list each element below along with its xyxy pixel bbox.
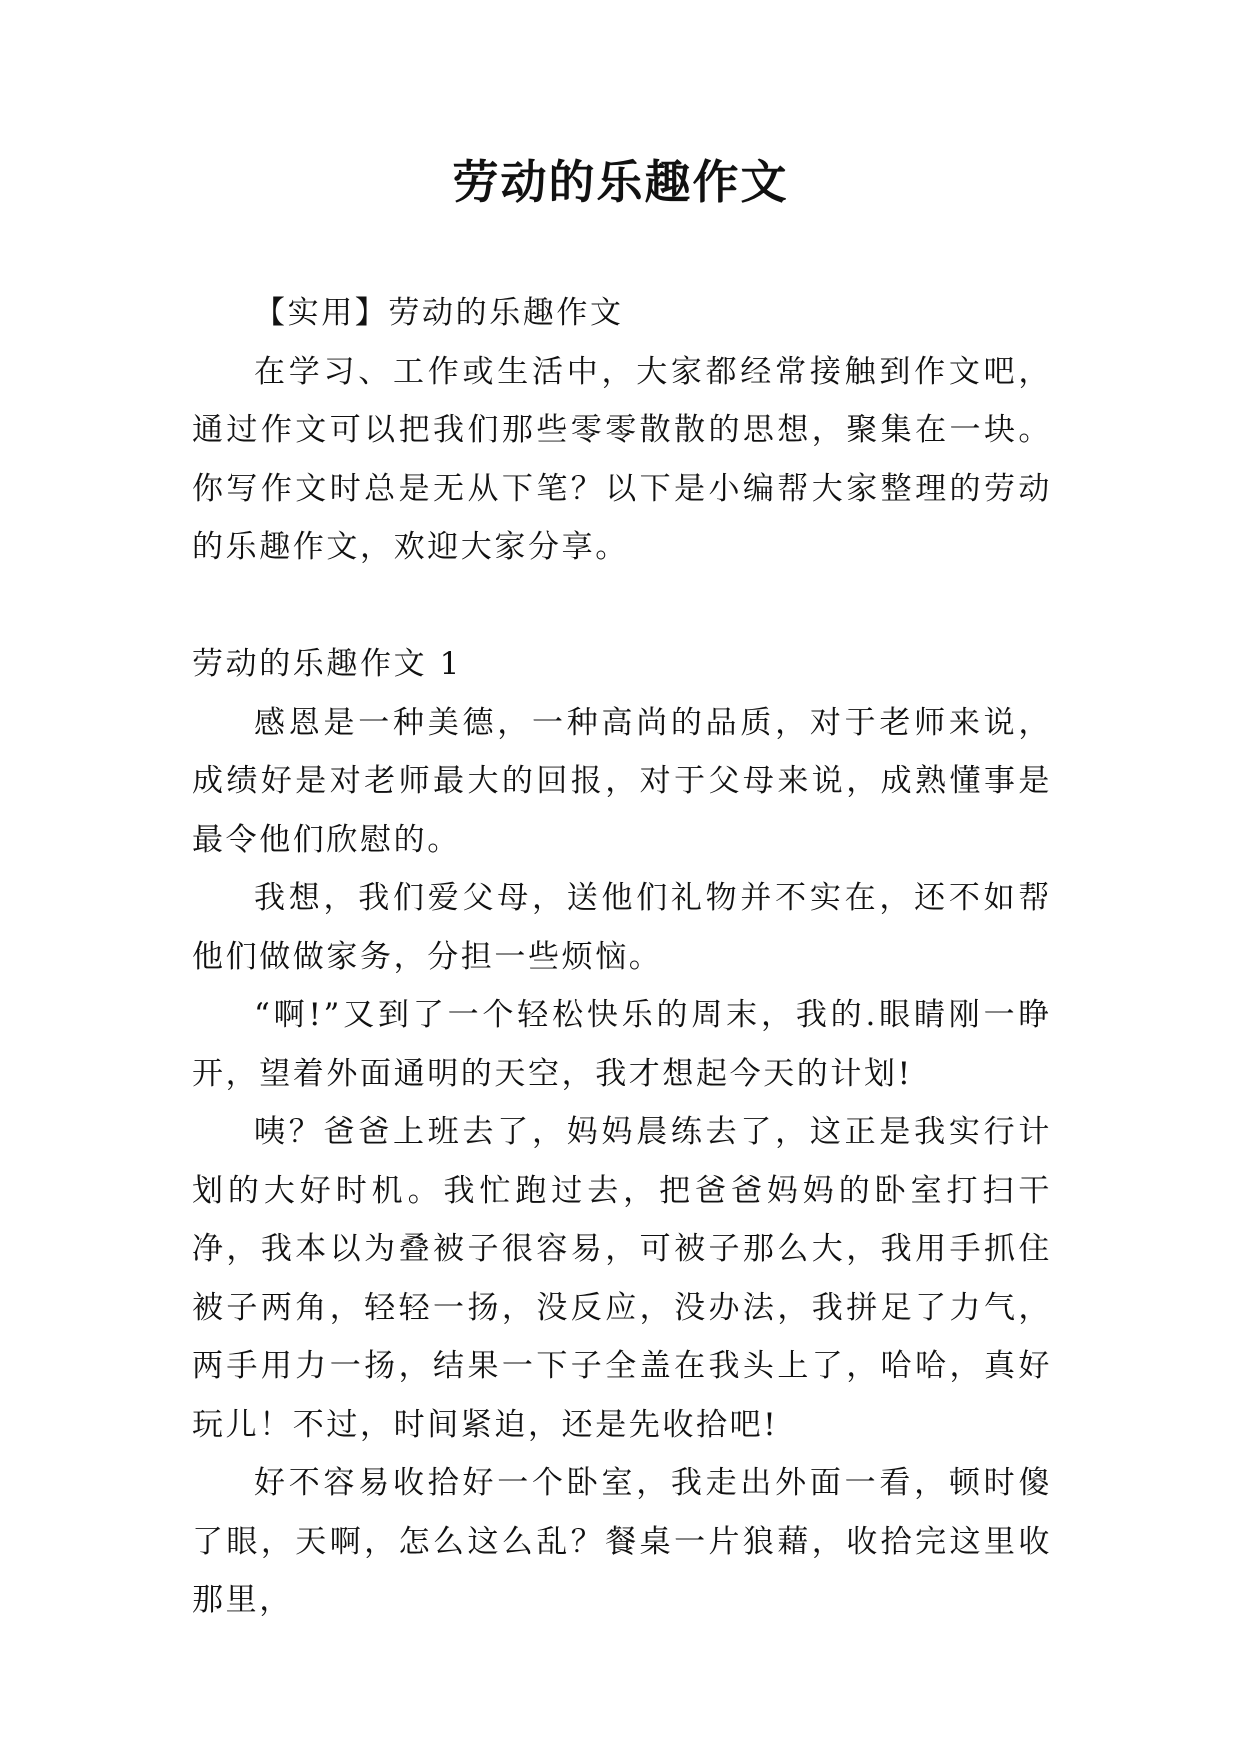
body-paragraph-1: 感恩是一种美德，一种高尚的品质，对于老师来说，成绩好是对老师最大的回报，对于父母来说，成熟懂事是最令他们欣慰的。 — [192, 704, 1052, 858]
body-paragraph-2: 我想，我们爱父母，送他们礼物并不实在，还不如帮他们做做家务，分担一些烦恼。 — [192, 880, 1052, 975]
intro-tag-line: 【实用】劳动的乐趣作文 — [254, 295, 624, 331]
body-paragraph-4: 咦？爸爸上班去了，妈妈晨练去了，这正是我实行计划的大好时机。我忙跑过去，把爸爸妈妈的卧室打扫干净，我本以为叠被子很容易，可被子那么大，我用手抓住被子两角，轻轻一扬，没反应，没办法，我拼足了力气，两手用力一扬，结果一下子全盖在我头上了，哈哈，真好玩儿！不过，时间紧迫，还是先收拾吧! — [192, 1114, 1052, 1443]
section-spacer — [192, 577, 1052, 636]
body-paragraph-3: “啊!”又到了一个轻松快乐的周末，我的.眼睛刚一睁开，望着外面通明的天空，我才想起今天的计划! — [192, 997, 1052, 1092]
intro-paragraph: 在学习、工作或生活中，大家都经常接触到作文吧，通过作文可以把我们那些零零散散的思想，聚集在一块。你写作文时总是无从下笔？以下是小编帮大家整理的劳动的乐趣作文，欢迎大家分享。 — [192, 353, 1052, 565]
document-title: 劳动的乐趣作文 — [452, 155, 789, 209]
body-paragraph-5: 好不容易收拾好一个卧室，我走出外面一看，顿时傻了眼，天啊，怎么这么乱？餐桌一片狼藉，收拾完这里收那里， — [192, 1465, 1052, 1618]
section-heading: 劳动的乐趣作文 1 — [192, 646, 462, 682]
document-body — [192, 284, 1052, 1630]
